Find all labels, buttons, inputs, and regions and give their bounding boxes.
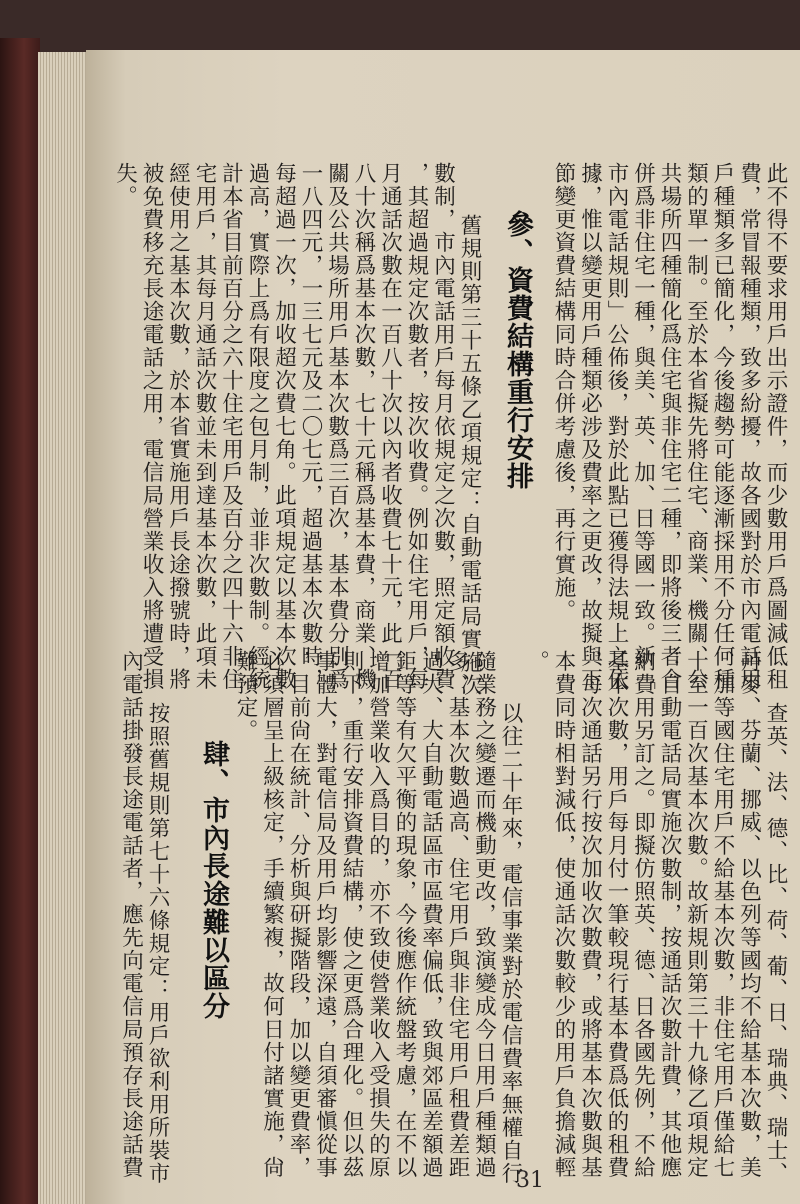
book-cover — [0, 38, 40, 1204]
text-line: ，目前尙在統計、分析與研擬階段，加以變更費率， — [286, 650, 311, 1179]
text-line: 舊規則第三十五條乙項規定：自動電話局實施次 — [457, 214, 482, 697]
text-line: 隨業務之變遷而機動更改，致演變成今日用戶種類過 — [471, 650, 497, 1179]
upper-text-block — [550, 162, 789, 691]
text-line: 內電話掛發長途電話者，應先向電信局預存長途話費 — [118, 650, 144, 1179]
book-page — [86, 50, 800, 1204]
text-line: ，其超過規定次數者，按次收費。例如住宅用戶，每 — [404, 162, 429, 691]
text-line: 本費同時相對減低，使通話次數較少的用戶負擔減輕 — [551, 650, 576, 1179]
text-line: 十至一百次基本次數。故新規則第三十九條乙項規定 — [683, 650, 709, 1179]
text-line: 失。 — [112, 162, 138, 208]
text-line: 戶種類多已簡化，今後趨勢可能逐漸採用不分任何種 — [710, 162, 735, 691]
text-line: 、加等國住宅用戶不給基本次數，非住宅用戶僅給七 — [710, 650, 735, 1179]
text-line: 丹麥、芬蘭、挪威、以色列等國均不給基本次數，美 — [736, 650, 762, 1179]
text-line: 過高，實際上爲有限度之包月制，並非次數制。經統 — [245, 162, 270, 691]
section4-text-block — [117, 650, 170, 1185]
text-line: 八十次稱爲基本次數，七十元稱爲基本費，商業、機 — [351, 162, 376, 691]
text-line: 市內電話規則」公佈後，對於此點已獲得法規上之依 — [604, 162, 629, 691]
text-line: 鉅等等有欠平衡的現象，今後應作統盤考慮，在不以 — [392, 650, 417, 1179]
text-line: 必須層呈上級核定，手續繁複，故何日付諸實施，尙 — [259, 650, 285, 1179]
section-heading-3: 參、資費結構重行安排 — [502, 210, 533, 490]
text-line: ，每次通話另行按次加收次數費，或將基本次數與基 — [577, 650, 603, 1179]
text-line: 併爲非住宅一種，與美、英、加、日等國一致。新「 — [630, 162, 656, 691]
text-line: 關及公共場所用戶基本次數爲三百次，基本費分別爲 — [324, 162, 350, 691]
text-line: 多、基本次數過高、住宅用戶與非住宅用戶租費差距 — [445, 650, 470, 1179]
text-line: 數制，市內電話用戶每月依規定之次數，照定額收費 — [430, 162, 456, 691]
text-line: 一八四元，一三七元及二〇七元，超過基本次數時， — [298, 162, 323, 691]
text-line: ：自動電話局實施次數制，按通話次數計費，其他應 — [657, 650, 682, 1179]
text-line: 被免費移充長途電話之用，電信局營業收入將遭受損 — [139, 162, 164, 691]
text-line: 則下，重行安排資費結構，使之更爲合理化。但以茲 — [339, 650, 364, 1179]
text-line: 難預定。 — [233, 650, 258, 742]
text-line: 據，惟以變更用戶種類必涉及費率之更改，故擬與下 — [577, 162, 603, 691]
text-line: 增加營業收入爲目的，亦不致使營業收入受損失的原 — [365, 650, 391, 1179]
text-line: 計本省目前百分之六十住宅用戶及百分之四十六非住 — [218, 162, 244, 691]
text-line: 宅用戶，其每月通話次數並未到達基本次數，此項未 — [192, 162, 217, 691]
text-line: 查英、法、德、比、荷、葡、日、瑞典、瑞士、 — [763, 702, 788, 1185]
text-line: 按照舊規則第七十六條規定：用戶欲利用所裝市 — [145, 702, 170, 1185]
text-line: 納費用另訂之。即擬仿照英、德、日各國先例，不給 — [630, 650, 656, 1179]
text-line: 月通話次數在一百八十次以內者收費七十元，此一百 — [377, 162, 403, 691]
text-line: 基本次數，用戶每月付一筆較現行基本費爲低的租費 — [604, 650, 629, 1179]
text-line: 事體大，對電信局及用戶均影響深遠，自須審愼從事 — [312, 650, 338, 1179]
section-heading-4: 肆、市內長途難以區分 — [198, 740, 229, 1020]
text-line: 類的單一制。至於本省擬先將住宅、商業、機關、公 — [683, 162, 709, 691]
page-edges — [38, 52, 90, 1204]
text-line: 每超過一次，加收超次費七角。此項規定以基本次數 — [271, 162, 297, 691]
text-line: 共場所四種簡化爲住宅與非住宅二種，即將後三者合 — [657, 162, 682, 691]
text-line: 經使用之基本次數，於本省實施用戶長途撥號時，將 — [165, 162, 191, 691]
text-line: 。 — [524, 650, 550, 673]
text-line: 此不得不要求用戶出示證件，而少數用戶爲圖減低租 — [763, 162, 788, 691]
text-line: 費，常冒報種類，致多紛擾，故各國對於市內電話用 — [736, 162, 762, 691]
text-line: 過大、大自動電話區市區費率偏低，致與郊區差額過 — [418, 650, 444, 1179]
page-number: 31 — [516, 1168, 544, 1193]
text-line: 以往二十年來，電信事業對於電信費率無權自行 — [498, 702, 523, 1185]
text-line: 節變更資費結構同時合併考慮後，再行實施。 — [551, 162, 576, 622]
